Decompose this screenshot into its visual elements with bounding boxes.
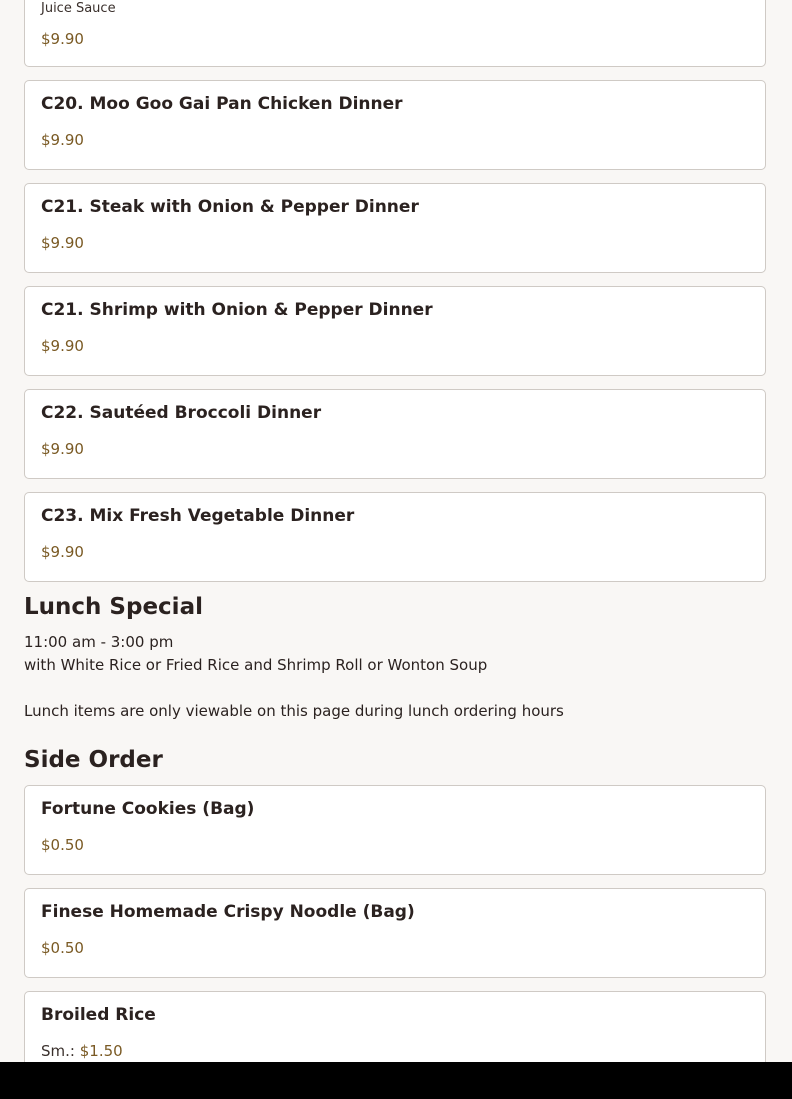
item-description: Juice Sauce: [41, 1, 116, 16]
menu-item-card[interactable]: [24, 286, 766, 376]
lunch-hours: 11:00 am - 3:00 pm: [24, 633, 174, 651]
item-price: $9.90: [41, 337, 84, 355]
item-title: C21. Shrimp with Onion & Pepper Dinner: [41, 300, 433, 320]
item-price: $9.90: [41, 234, 84, 252]
item-price: $9.90: [41, 543, 84, 561]
size-price: $1.50: [79, 1042, 123, 1060]
item-title: C22. Sautéed Broccoli Dinner: [41, 403, 322, 423]
size-label: Sm.:: [41, 1042, 75, 1060]
lunch-includes: with White Rice or Fried Rice and Shrimp Roll or Wonton Soup: [24, 656, 488, 674]
item-price: $0.50: [41, 939, 84, 957]
menu-item-card[interactable]: [24, 389, 766, 479]
section-title-lunch-special: Lunch Special: [24, 594, 203, 620]
item-price: [41, 1042, 123, 1060]
menu-item-card[interactable]: [24, 492, 766, 582]
menu-item-card[interactable]: [24, 785, 766, 875]
item-title: C20. Moo Goo Gai Pan Chicken Dinner: [41, 94, 403, 114]
item-title: Fortune Cookies (Bag): [41, 799, 255, 819]
item-title: Broiled Rice: [41, 1005, 156, 1025]
section-title-side-order: Side Order: [24, 747, 163, 773]
menu-item-card[interactable]: [24, 183, 766, 273]
item-price: $9.90: [41, 131, 84, 149]
item-title: C23. Mix Fresh Vegetable Dinner: [41, 506, 355, 526]
item-price: $9.90: [41, 30, 84, 48]
item-title: C21. Steak with Onion & Pepper Dinner: [41, 197, 419, 217]
item-price: $9.90: [41, 440, 84, 458]
bottom-bar: [0, 1062, 792, 1099]
item-title: Finese Homemade Crispy Noodle (Bag): [41, 902, 415, 922]
lunch-availability-notice: Lunch items are only viewable on this page during lunch ordering hours: [24, 702, 564, 720]
menu-item-card[interactable]: [24, 80, 766, 170]
menu-item-card[interactable]: [24, 888, 766, 978]
item-price: $0.50: [41, 836, 84, 854]
menu-item-card[interactable]: [24, 0, 766, 67]
